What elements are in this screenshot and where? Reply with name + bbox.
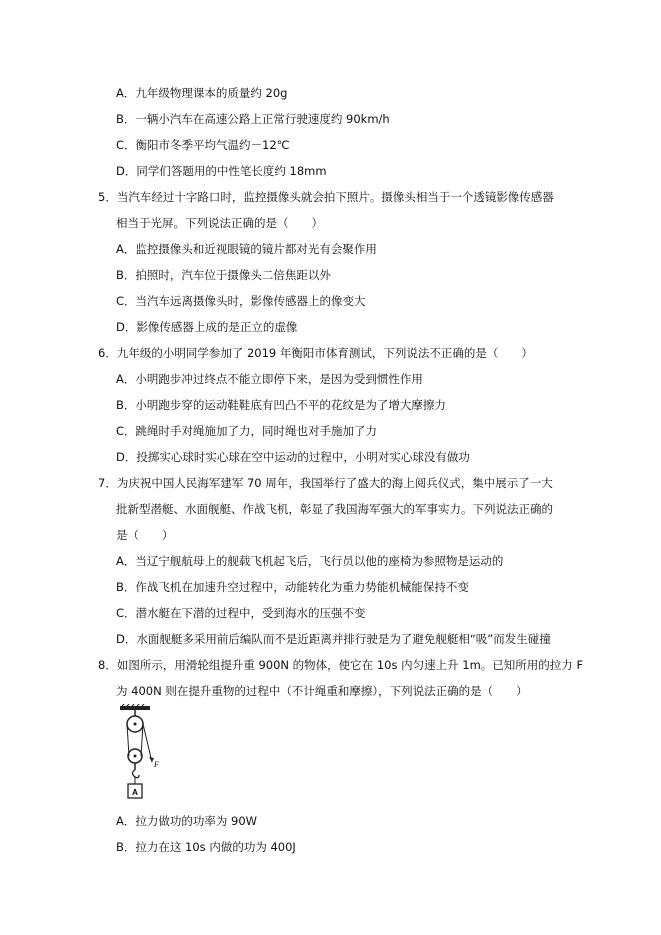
q7-stem-line3: 是（ ） <box>116 528 174 542</box>
q4-option-b: B．一辆小汽车在高速公路上正常行驶速度约 90km/h <box>116 112 390 126</box>
q7-option-a: A．当辽宁舰航母上的舰载飞机起飞后，飞行员以他的座椅为参照物是运动的 <box>116 554 504 568</box>
q4-option-c: C．衡阳市冬季平均气温约－12℃ <box>116 138 290 152</box>
q5-stem-line2: 相当于光屏。下列说法正确的是（ ） <box>116 216 323 230</box>
q6-option-a: A．小明跑步冲过终点不能立即停下来，是因为受到惯性作用 <box>116 372 423 386</box>
q6-option-b: B．小明跑步穿的运动鞋鞋底有凹凸不平的花纹是为了增大摩擦力 <box>116 398 446 412</box>
movable-pulley-axle <box>134 755 137 758</box>
pulley-diagram <box>116 704 176 804</box>
q7-option-d: D．水面舰艇多采用前后编队而不是近距离并排行驶是为了避免舰艇相“吸”而发生碰撞 <box>116 632 551 646</box>
q4-option-d: D．同学们答题用的中性笔长度约 18mm <box>116 164 327 178</box>
q6-option-c: C．跳绳时手对绳施加了力，同时绳也对手施加了力 <box>116 424 378 438</box>
q4-option-a: A．九年级物理课本的质量约 20g <box>116 86 288 100</box>
q8-option-a: A．拉力做功的功率为 90W <box>116 814 258 828</box>
q6-stem-line1: 6．九年级的小明同学参加了 2019 年衡阳市体育测试，下列说法不正确的是（ ） <box>98 346 533 360</box>
force-label: F <box>154 760 159 769</box>
ceiling-bar <box>120 706 150 710</box>
q8-stem-line2: 为 400N 则在提升重物的过程中（不计绳重和摩擦），下列说法正确的是（ ） <box>116 684 528 698</box>
q5-option-d: D．影像传感器上成的是正立的虚像 <box>116 320 298 334</box>
q6-option-d: D．投掷实心球时实心球在空中运动的过程中，小明对实心球没有做功 <box>116 450 470 464</box>
q5-option-a: A．监控摄像头和近视眼镜的镜片都对光有会聚作用 <box>116 242 377 256</box>
q7-stem-line2: 批新型潜艇、水面舰艇、作战飞机，彰显了我国海军强大的军事实力。下列说法正确的 <box>116 502 553 516</box>
q8-stem-line1: 8．如图所示，用滑轮组提升重 900N 的物体，使它在 10s 内匀速上升 1m。已知所用的拉力 F <box>98 658 584 672</box>
fixed-pulley-axle <box>134 723 137 726</box>
rope-pull <box>143 724 152 762</box>
q8-option-b: B．拉力在这 10s 内做的功为 400J <box>116 840 296 854</box>
q7-option-b: B．作战飞机在加速升空过程中，动能转化为重力势能机械能保持不变 <box>116 580 469 594</box>
q5-option-c: C．当汽车远离摄像头时，影像传感器上的像变大 <box>116 294 366 308</box>
hook <box>133 770 140 778</box>
ceiling-hatch <box>122 704 145 706</box>
q5-option-b: B．拍照时，汽车位于摄像头二倍焦距以外 <box>116 268 331 282</box>
load-label: A <box>132 788 138 797</box>
q5-stem-line1: 5．当汽车经过十字路口时，监控摄像头就会拍下照片。摄像头相当于一个透镜影像传感器 <box>98 190 554 204</box>
q7-stem-line1: 7．为庆祝中国人民海军建军 70 周年，我国举行了盛大的海上阅兵仪式，集中展示了一大 <box>98 476 553 490</box>
q7-option-c: C．潜水艇在下潜的过程中，受到海水的压强不变 <box>116 606 366 620</box>
